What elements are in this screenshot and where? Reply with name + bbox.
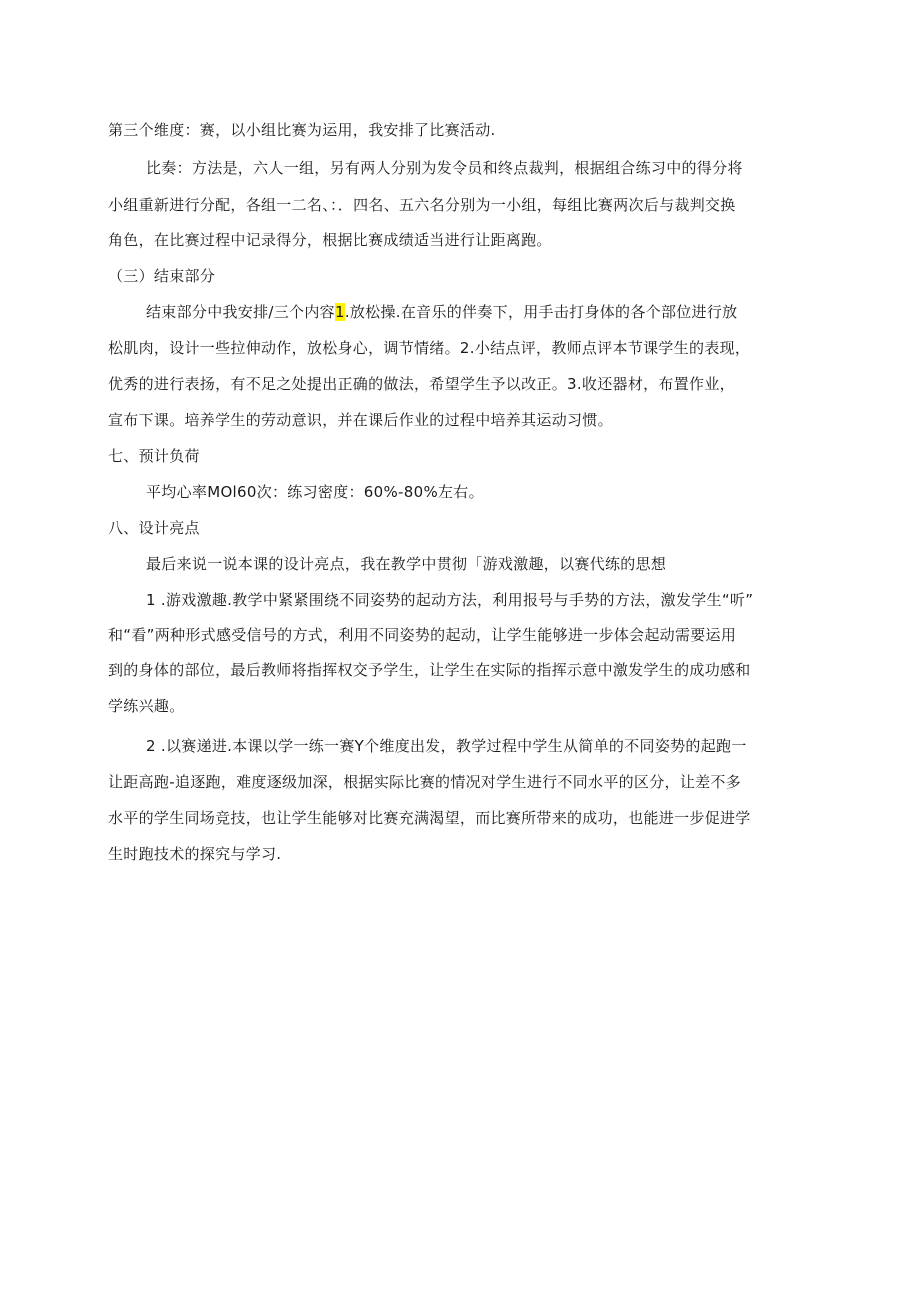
paragraph-line: 生时跑技术的探究与学习. xyxy=(108,845,282,863)
paragraph-line: 1 .游戏激趣.教学中紧紧围绕不同姿势的起动方法，利用报号与手势的方法，激发学生“听” xyxy=(146,591,754,609)
text-run: .放松操.在音乐的伴奏下，用手击打身体的各个部位进行放 xyxy=(344,303,738,321)
text-run: 结束部分中我安排/三个内容 xyxy=(146,303,335,321)
paragraph-line: 优秀的进行表扬，有不足之处提出正确的做法，希望学生予以改正。3.收还器材，布置作业， xyxy=(108,375,735,393)
paragraph-line: 平均心率MOl60次：练习密度：60%-80%左右。 xyxy=(146,483,484,501)
paragraph-line: 和“看”两种形式感受信号的方式，利用不同姿势的起动，让学生能够进一步体会起动需要运用 xyxy=(108,626,737,644)
paragraph-line: 松肌肉，设计一些拉伸动作，放松身心，调节情绪。2.小结点评，教师点评本节课学生的表现， xyxy=(108,339,751,357)
paragraph-line: 2 .以赛递进.本课以学一练一赛Y个维度出发，教学过程中学生从简单的不同姿势的起跑一 xyxy=(146,737,747,755)
paragraph-line: 第三个维度：赛，以小组比赛为运用，我安排了比赛活动. xyxy=(108,121,496,139)
highlighted-number: 1 xyxy=(334,303,345,321)
paragraph-line: 学练兴趣。 xyxy=(108,697,185,715)
paragraph-line: 宣布下课。培养学生的劳动意识，并在课后作业的过程中培养其运动习惯。 xyxy=(108,411,613,429)
paragraph-line xyxy=(146,302,737,322)
paragraph-line: 水平的学生同场竞技，也让学生能够对比赛充满渴望，而比赛所带来的成功，也能进一步促进学 xyxy=(108,809,751,827)
paragraph-line: 到的身体的部位，最后教师将指挥权交予学生，让学生在实际的指挥示意中激发学生的成功感和 xyxy=(108,661,751,679)
paragraph-line: 小组重新进行分配，各组一二名、：．四名、五六名分别为一小组，每组比赛两次后与裁判交换 xyxy=(108,196,736,214)
section-heading: 七、预计负荷 xyxy=(108,447,200,465)
section-heading: （三）结束部分 xyxy=(108,267,216,285)
paragraph-line: 让距高跑-追逐跑，难度逐级加深，根据实际比赛的情况对学生进行不同水平的区分，让差不多 xyxy=(108,773,742,791)
section-heading: 八、设计亮点 xyxy=(108,519,200,537)
paragraph-line: 比奏：方法是，六人一组，另有两人分别为发令员和终点裁判，根据组合练习中的得分将 xyxy=(146,159,743,177)
paragraph-line: 角色，在比赛过程中记录得分，根据比赛成绩适当进行让距离跑。 xyxy=(108,231,552,249)
paragraph-line: 最后来说一说本课的设计亮点，我在教学中贯彻「游戏激趣，以赛代练的思想 xyxy=(146,555,667,573)
